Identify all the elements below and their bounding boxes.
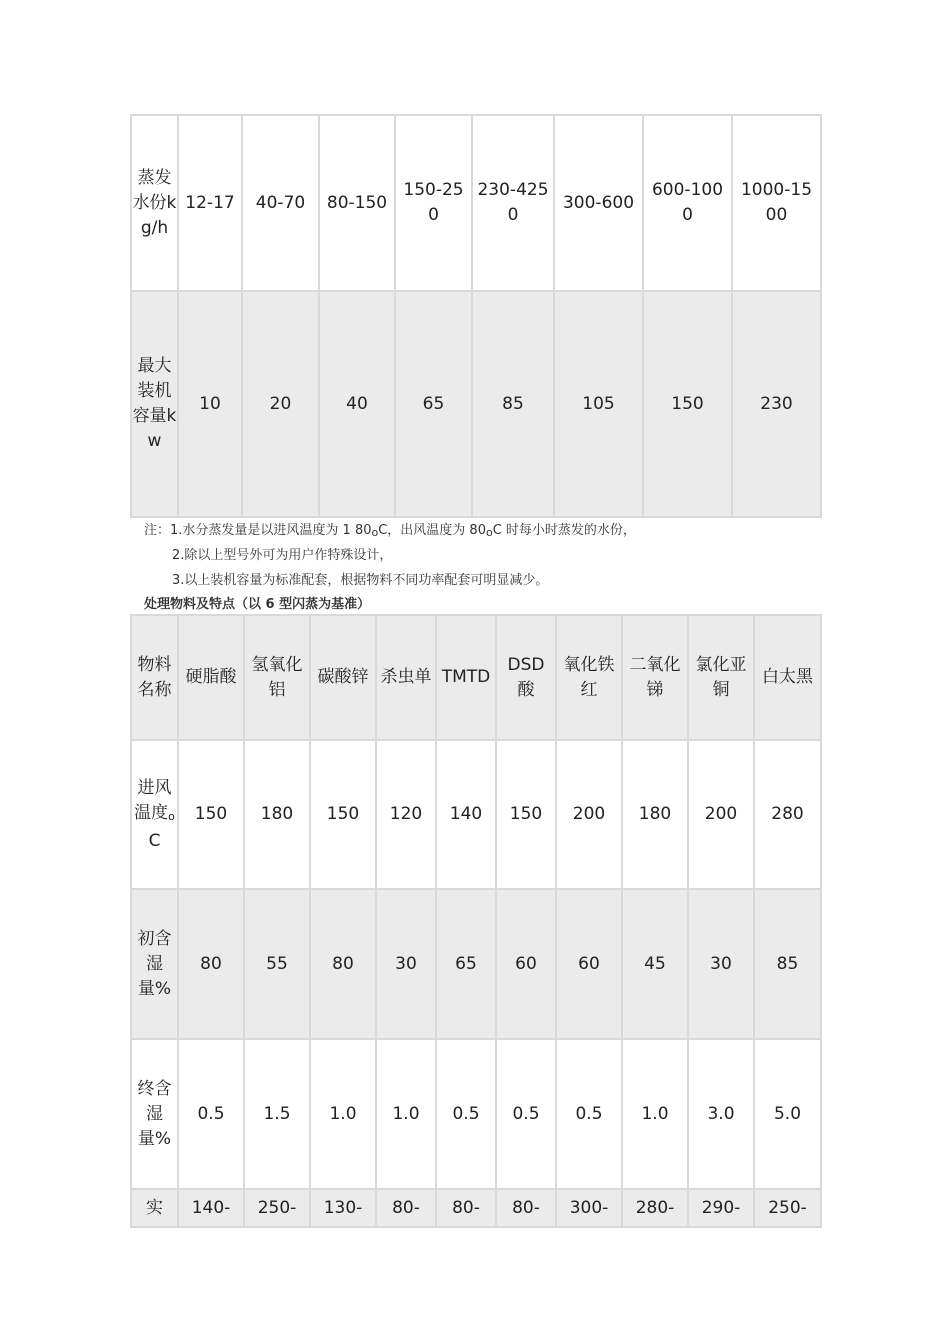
table-cell: 30 <box>688 889 754 1039</box>
table-cell: 80- <box>436 1189 496 1227</box>
table-cell: 140- <box>178 1189 244 1227</box>
table-cell: 80 <box>310 889 376 1039</box>
table-cell: 180 <box>244 740 310 889</box>
table-cell: 280- <box>622 1189 688 1227</box>
row-header-final-moisture: 终含湿量% <box>131 1039 178 1189</box>
section-title: 处理物料及特点（以 6 型闪蒸为基准） <box>144 597 371 612</box>
table-cell: 230-4250 <box>472 115 554 291</box>
table-cell: 12-17 <box>178 115 242 291</box>
table-cell: 130- <box>310 1189 376 1227</box>
table-cell: 300-600 <box>554 115 643 291</box>
material-name: 杀虫单 <box>376 615 436 740</box>
table-cell: 120 <box>376 740 436 889</box>
table-cell: 150 <box>496 740 556 889</box>
table-cell: 250- <box>244 1189 310 1227</box>
table-cell: 140 <box>436 740 496 889</box>
table-cell: 1.0 <box>622 1039 688 1189</box>
row-header-inlet-temp: 进风温度oC <box>131 740 178 889</box>
table-cell: 65 <box>395 291 472 517</box>
table-row <box>131 1189 821 1227</box>
table-cell: 1.0 <box>310 1039 376 1189</box>
table-cell: 80- <box>376 1189 436 1227</box>
table-cell: 300- <box>556 1189 622 1227</box>
table-cell: 105 <box>554 291 643 517</box>
table-cell: 3.0 <box>688 1039 754 1189</box>
table-cell: 45 <box>622 889 688 1039</box>
table-cell: 5.0 <box>754 1039 821 1189</box>
table-cell: 1000-1500 <box>732 115 821 291</box>
table-cell: 200 <box>688 740 754 889</box>
table-cell: 1.5 <box>244 1039 310 1189</box>
table-cell: 85 <box>754 889 821 1039</box>
table-cell: 1.0 <box>376 1039 436 1189</box>
table-cell: 40 <box>319 291 395 517</box>
table-header-row <box>131 615 821 740</box>
table-cell: 180 <box>622 740 688 889</box>
table-cell: 65 <box>436 889 496 1039</box>
material-name: 碳酸锌 <box>310 615 376 740</box>
table-row <box>131 889 821 1039</box>
material-name: 氯化亚铜 <box>688 615 754 740</box>
table-cell: 600-1000 <box>643 115 732 291</box>
material-name: DSD酸 <box>496 615 556 740</box>
table-cell: 55 <box>244 889 310 1039</box>
table-row <box>131 740 821 889</box>
material-name: TMTD <box>436 615 496 740</box>
row-header-max-power: 最大装机容量kw <box>131 291 178 517</box>
table-cell: 150 <box>310 740 376 889</box>
table-cell: 0.5 <box>178 1039 244 1189</box>
material-name: 硬脂酸 <box>178 615 244 740</box>
row-header-initial-moisture: 初含湿量% <box>131 889 178 1039</box>
header-material-name: 物料名称 <box>131 615 178 740</box>
table-row <box>131 115 821 291</box>
row-header-evaporation: 蒸发水份kg/h <box>131 115 178 291</box>
table-cell: 230 <box>732 291 821 517</box>
table-cell: 280 <box>754 740 821 889</box>
capacity-table <box>130 114 822 518</box>
note-line-3: 3.以上装机容量为标准配套，根据物料不同功率配套可明显减少。 <box>172 573 549 588</box>
table-cell: 0.5 <box>496 1039 556 1189</box>
table-cell: 60 <box>496 889 556 1039</box>
table-cell: 0.5 <box>436 1039 496 1189</box>
note-line-2: 2.除以上型号外可为用户作特殊设计， <box>172 548 393 563</box>
material-name: 二氧化锑 <box>622 615 688 740</box>
material-name: 氢氧化铝 <box>244 615 310 740</box>
table-cell: 290- <box>688 1189 754 1227</box>
row-header-actual: 实 <box>131 1189 178 1227</box>
table-cell: 250- <box>754 1189 821 1227</box>
table-row <box>131 1039 821 1189</box>
table-cell: 80-150 <box>319 115 395 291</box>
table-cell: 150 <box>178 740 244 889</box>
material-name: 氧化铁红 <box>556 615 622 740</box>
table-cell: 10 <box>178 291 242 517</box>
materials-table <box>130 614 822 1228</box>
table-cell: 80- <box>496 1189 556 1227</box>
table-cell: 0.5 <box>556 1039 622 1189</box>
table-row <box>131 291 821 517</box>
table-cell: 40-70 <box>242 115 319 291</box>
note-line-1: 注：1.水分蒸发量是以进风温度为 1 80oC，出风温度为 80oC 时每小时蒸发的水份， <box>144 523 636 539</box>
table-cell: 30 <box>376 889 436 1039</box>
table-cell: 150 <box>643 291 732 517</box>
table-cell: 200 <box>556 740 622 889</box>
table-cell: 20 <box>242 291 319 517</box>
table-cell: 85 <box>472 291 554 517</box>
table-cell: 80 <box>178 889 244 1039</box>
table-cell: 60 <box>556 889 622 1039</box>
material-name: 白太黑 <box>754 615 821 740</box>
table-cell: 150-250 <box>395 115 472 291</box>
